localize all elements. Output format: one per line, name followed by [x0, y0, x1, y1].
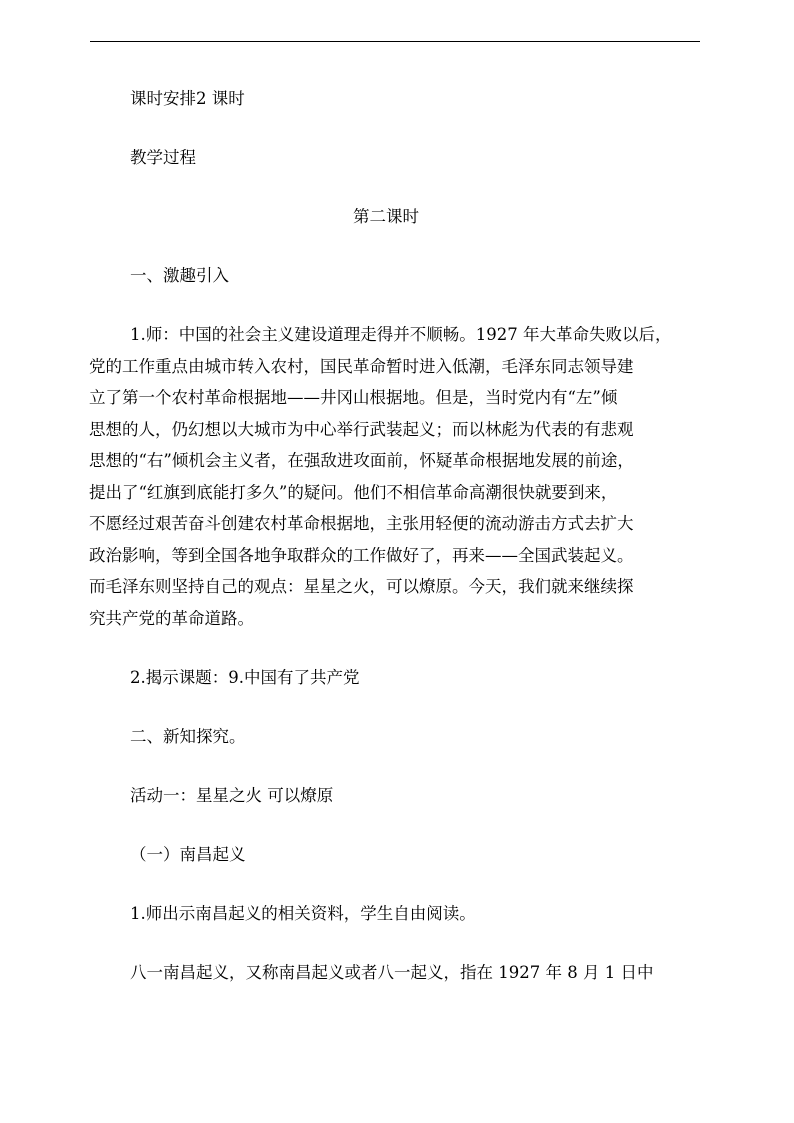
paragraph-line: 党的工作重点由城市转入农村，国民革命暂时进入低潮，毛泽东同志领导建: [89, 356, 634, 376]
paragraph-start-line: 八一南昌起义，又称南昌起义或者八一起义，指在 1927 年 8 月 1 日中: [130, 963, 654, 982]
subsection-heading: （一）南昌起义: [130, 845, 246, 864]
paragraph-line: 不愿经过艰苦奋斗创建农村革命根据地，主张用轻便的流动游击方式去扩大: [89, 514, 634, 533]
paragraph-line: 思想的人，仍幻想以大城市为中心举行武装起义；而以林彪为代表的有悲观: [89, 419, 634, 439]
paragraph-line: 提出了“红旗到底能打多久”的疑问。他们不相信革命高潮很快就要到来，: [89, 482, 618, 502]
document-body: [89, 83, 710, 988]
paragraph-line: 究共产党的革命道路。: [89, 608, 254, 628]
paragraph-line: 政治影响，等到全国各地争取群众的工作做好了，再来——全国武装起义。: [89, 545, 634, 565]
part1-heading: 一、激趣引入: [130, 266, 229, 285]
topic-line: 2.揭示课题：9.中国有了共产党: [130, 668, 360, 687]
header-rule: [90, 41, 700, 42]
intro-paragraph: [89, 319, 710, 634]
step-line: 1.师出示南昌起义的相关资料，学生自由阅读。: [130, 904, 476, 923]
paragraph-line: 思想的“右”倾机会主义者，在强敌进攻面前，怀疑革命根据地发展的前途，: [89, 451, 634, 470]
paragraph-line: 立了第一个农村革命根据地——井冈山根据地。但是，当时党内有“左”倾: [89, 388, 618, 407]
process-heading: 教学过程: [130, 148, 196, 167]
paragraph-line: 1.师：中国的社会主义建设道理走得并不顺畅。1927 年大革命失败以后，: [130, 325, 672, 344]
paragraph-line: 而毛泽东则坚持自己的观点：星星之火，可以燎原。今天，我们就来继续探: [89, 577, 634, 596]
part2-heading: 二、新知探究。: [130, 727, 246, 746]
section-title: 第二课时: [353, 207, 419, 226]
activity-heading: 活动一：星星之火 可以燎原: [130, 786, 334, 805]
schedule-line: 课时安排2 课时: [130, 89, 245, 108]
